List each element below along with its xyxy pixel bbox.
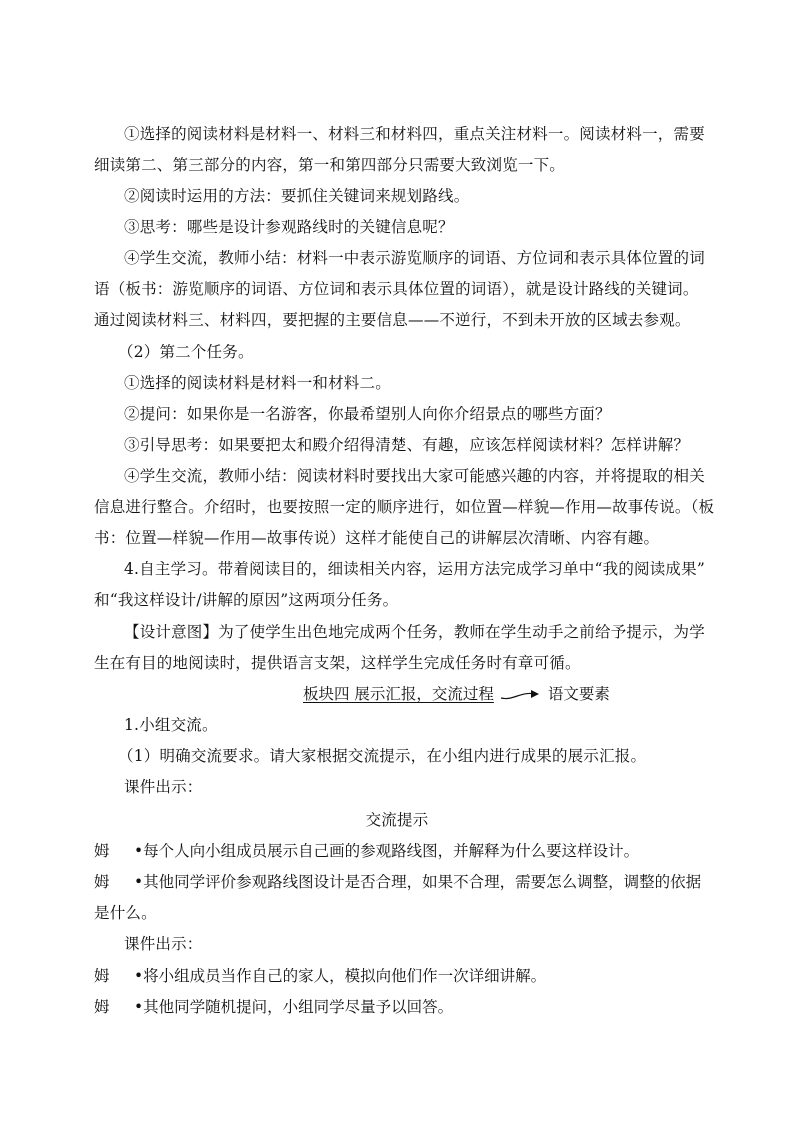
paragraph-line: （1）明确交流要求。请大家根据交流提示，在小组内进行成果的展示汇报。	[118, 747, 647, 765]
arrow-icon	[499, 687, 543, 703]
section-title: 板块四 展示汇报，交流过程	[303, 685, 494, 703]
bullet-mark: 姆	[94, 998, 110, 1016]
design-intent-line: 生在有目的地阅读时，提供语言支架，这样学生完成任务时有章可循。	[94, 654, 581, 672]
paragraph-line: 课件出示：	[124, 935, 203, 953]
paragraph-line: ④学生交流，教师小结：材料一中表示游览顺序的词语、方位词和表示具体位置的词	[124, 249, 705, 267]
bullet-mark: 姆	[94, 842, 110, 860]
bullet-text: •每个人向小组成员展示自己画的参观路线图，并解释为什么要这样设计。	[134, 842, 640, 860]
section-suffix: 语文要素	[547, 685, 610, 703]
paragraph-line: 1.小组交流。	[124, 716, 218, 734]
bullet-text: •将小组成员当作自己的家人，模拟向他们作一次详细讲解。	[134, 967, 547, 985]
paragraph-line: 信息进行整合。介绍时，也要按照一定的顺序进行，如位置—样貌—作用—故事传说。（板	[94, 498, 715, 516]
section-heading	[303, 684, 610, 704]
bullet-mark: 姆	[94, 967, 110, 985]
design-intent-line: 【设计意图】为了使学生出色地完成两个任务，教师在学生动手之前给予提示，为学	[124, 623, 705, 641]
prompt-title: 交流提示	[365, 811, 429, 829]
bullet-item	[94, 966, 714, 986]
bullet-item	[94, 997, 714, 1017]
paragraph-line: 4.自主学习。带着阅读目的，细读相关内容，运用方法完成学习单中“我的阅读成果”	[124, 560, 705, 578]
paragraph-line: 是什么。	[94, 904, 157, 922]
bullet-text: •其他同学随机提问，小组同学尽量予以回答。	[134, 998, 454, 1016]
bullet-item	[94, 841, 714, 861]
paragraph-line: ①选择的阅读材料是材料一、材料三和材料四，重点关注材料一。阅读材料一，需要	[124, 125, 705, 143]
bullet-mark: 姆	[94, 873, 110, 891]
paragraph-line: ①选择的阅读材料是材料一和材料二。	[124, 374, 391, 392]
paragraph-line: 和“我这样设计/讲解的原因”这两项分任务。	[94, 591, 399, 609]
paragraph-line: ④学生交流，教师小结：阅读材料时要找出大家可能感兴趣的内容，并将提取的相关	[124, 467, 705, 485]
bullet-item	[94, 872, 714, 892]
paragraph-line: 书：位置—样貌—作用—故事传说）这样才能使自己的讲解层次清晰、内容有趣。	[94, 529, 660, 547]
paragraph-line: ②提问：如果你是一名游客，你最希望别人向你介绍景点的哪些方面？	[124, 405, 611, 423]
bullet-text: •其他同学评价参观路线图设计是否合理，如果不合理，需要怎么调整，调整的依据	[134, 873, 702, 891]
paragraph-line: 通过阅读材料三、材料四，要把握的主要信息——不逆行，不到未开放的区域去参观。	[94, 311, 691, 329]
paragraph-line: 细读第二、第三部分的内容，第一和第四部分只需要大致浏览一下。	[94, 156, 566, 174]
paragraph-line: ③引导思考：如果要把太和殿介绍得清楚、有趣，应该怎样阅读材料？怎样讲解？	[124, 436, 690, 454]
paragraph-line: ②阅读时运用的方法：要抓住关键词来规划路线。	[124, 187, 470, 205]
paragraph-line: ③思考：哪些是设计参观路线时的关键信息呢？	[124, 218, 454, 236]
paragraph-line: 语（板书：游览顺序的词语、方位词和表示具体位置的词语），就是设计路线的关键词。	[94, 280, 699, 298]
paragraph-line: （2）第二个任务。	[118, 343, 254, 361]
paragraph-line: 课件出示：	[124, 778, 203, 796]
